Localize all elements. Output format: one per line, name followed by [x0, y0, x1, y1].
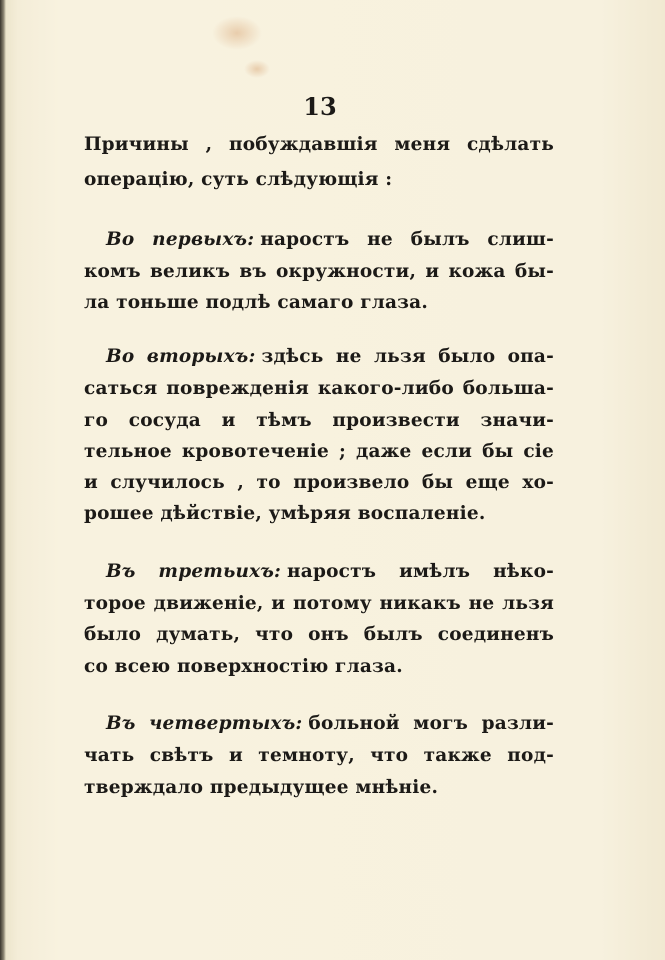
paragraph-line: комъ великъ въ окружности, и кожа бы-: [84, 261, 554, 282]
page-number: 13: [303, 92, 337, 121]
paragraph-line: было думать, что онъ былъ соединенъ: [84, 624, 554, 645]
paragraph-line: чать свѣтъ и темноту, что также под-: [84, 745, 554, 766]
paragraph-line: [106, 712, 554, 736]
intro-line: Причины , побуждавшія меня сдѣлать: [84, 134, 554, 155]
paragraph-line: саться поврежденія какого-либо большa-: [84, 378, 554, 399]
paragraph-lead: Въ третьихъ:: [106, 561, 282, 582]
paragraph-text: больной могъ разли-: [308, 713, 554, 734]
paragraph-lead: Во вторыхъ:: [106, 346, 256, 367]
paragraph-line: ла тоньше подлѣ самаго глаза.: [84, 292, 428, 313]
paragraph-lead: Въ четвертыхъ:: [106, 713, 303, 734]
paragraph-line: [106, 560, 554, 584]
paragraph-line: рошее дѣйствіе, умѣряя воспаленіе.: [84, 503, 486, 524]
paragraph-text: здѣсь не льзя было опа-: [261, 346, 554, 367]
paragraph-line: и случилось , то произвело бы еще хо-: [84, 472, 554, 493]
paragraph-line: тверждало предыдущее мнѣніе.: [84, 777, 439, 798]
intro-line: операцію, суть слѣдующія :: [84, 169, 393, 190]
paragraph-line: торое движеніе, и потому никакъ не льзя: [84, 593, 554, 614]
paragraph-line: [106, 228, 554, 252]
paragraph-line: тельное кровотеченіе ; даже если бы сіе: [84, 441, 554, 462]
paper-stain: [244, 60, 270, 78]
paragraph-line: го сосуда и тѣмъ произвести значи-: [84, 410, 554, 431]
page-binding-edge: [0, 0, 6, 960]
paper-stain: [212, 16, 262, 50]
paragraph-text: наростъ не былъ слиш-: [260, 229, 555, 250]
paragraph-text: наростъ имѣлъ нѣко-: [287, 561, 554, 582]
paragraph-lead: Во первыхъ:: [106, 229, 255, 250]
paragraph-line: со всею поверхностію глаза.: [84, 656, 403, 677]
paragraph-line: [106, 345, 554, 369]
